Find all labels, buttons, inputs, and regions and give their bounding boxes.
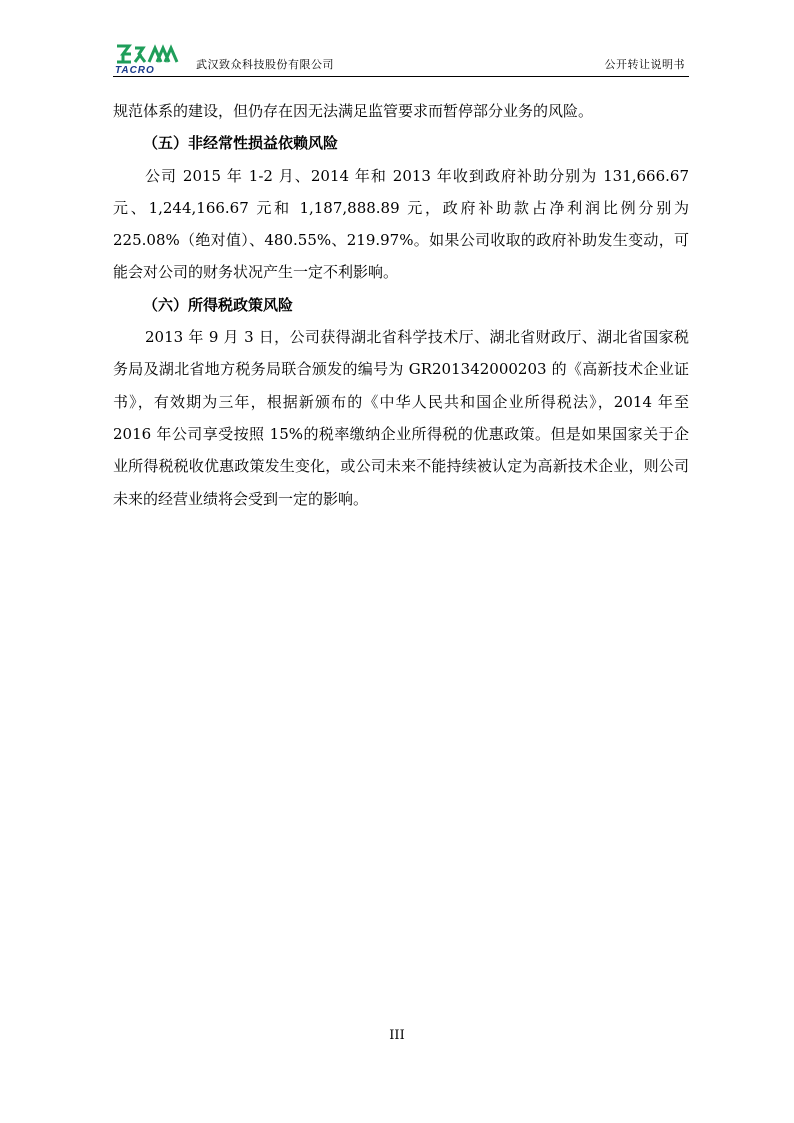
svg-text:TACRO: TACRO: [115, 65, 155, 74]
company-logo: [113, 42, 183, 74]
page-header: [113, 42, 689, 77]
section-heading-6: （六）所得税政策风险: [143, 295, 294, 314]
paragraph-subsidy: 公司 2015 年 1-2 月、2014 年和 2013 年收到政府补助分别为 131,666.67 元、1,244,166.67 元和 1,187,888.89 元，政府补助款占净利润比例分别为 225.08%（绝对值）、480.55%、219.97%。如果公司收取的政府补助发生变动，可能会对公司的财务状况产生一定不利影响。: [113, 166, 689, 282]
paragraph-continuation: 规范体系的建设，但仍存在因无法满足监管要求而暂停部分业务的风险。: [113, 102, 594, 120]
paragraph-tax: 2013 年 9 月 3 日，公司获得湖北省科学技术厅、湖北省财政厅、湖北省国家税务局及湖北省地方税务局联合颁发的编号为 GR201342000203 的《高新技术企业证书》，有效期为三年，根据新颁布的《中华人民共和国企业所得税法》，2014 年至 2016 年公司享受按照 15%的税率缴纳企业所得税的优惠政策。但是如果国家关于企业所得税税收优惠政策发生变化，或公司未来不能持续被认定为高新技术企业，则公司未来的经营业绩将会受到一定的影响。: [113, 328, 689, 508]
document-title: 公开转让说明书: [604, 58, 685, 71]
document-body: [113, 95, 689, 515]
page-number: III: [389, 1028, 405, 1043]
section-heading-5: （五）非经常性损益依赖风险: [143, 134, 339, 153]
company-name: 武汉致众科技股份有限公司: [196, 58, 334, 71]
